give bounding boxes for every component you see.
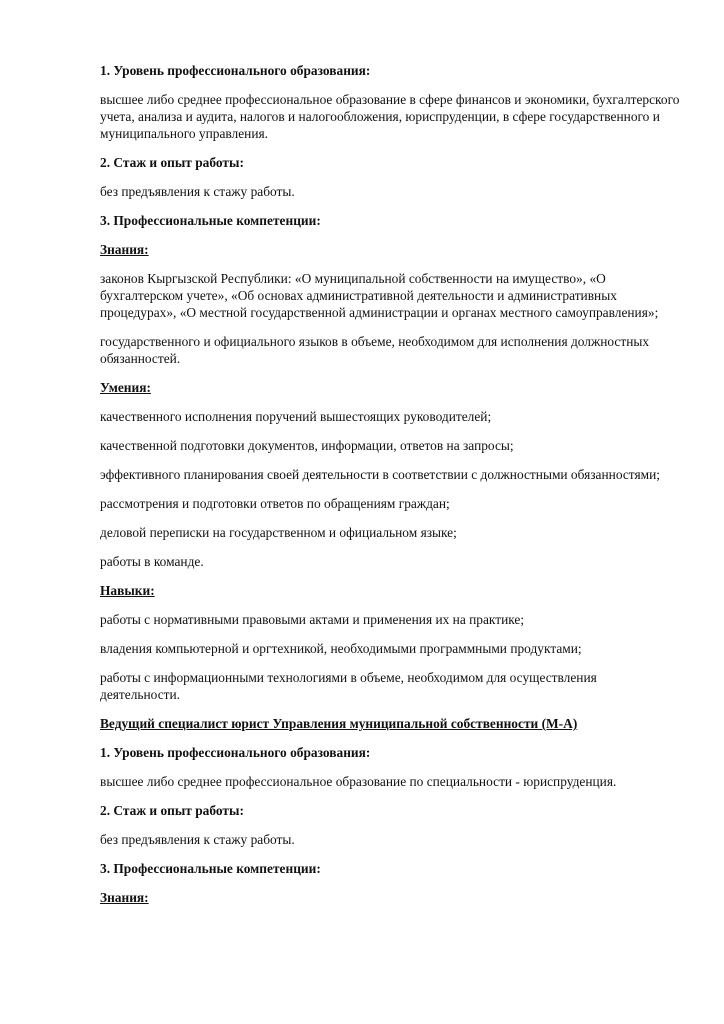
paragraph-skill-item: деловой переписки на государственном и официальном языке; — [100, 525, 457, 540]
section-heading-competencies: 3. Профессиональные компетенции: — [100, 213, 321, 228]
subheading-abilities: Навыки: — [100, 583, 155, 598]
paragraph-knowledge-laws: законов Кыргызской Республики: «О муниципальной собственности на имущество», «О бухгалтерском учете», «Об основах административной деятельности и административных процедурах», «О местной государственной администрации и органах местного самоуправления»; — [100, 271, 659, 320]
paragraph-skill-item: эффективного планирования своей деятельности в соответствии с должностными обязанностями; — [100, 467, 660, 482]
paragraph-skill-item: работы в команде. — [100, 554, 204, 569]
paragraph-ability-item: работы с нормативными правовыми актами и применения их на практике; — [100, 612, 525, 627]
paragraph-skill-item: рассмотрения и подготовки ответов по обращениям граждан; — [100, 496, 450, 511]
section-heading-education-2: 1. Уровень профессионального образования: — [100, 745, 371, 760]
section-heading-experience-2: 2. Стаж и опыт работы: — [100, 803, 244, 818]
paragraph-experience-requirement: без предъявления к стажу работы. — [100, 184, 295, 199]
section-heading-education: 1. Уровень профессионального образования: — [100, 63, 371, 78]
paragraph-knowledge-languages: государственного и официального языков в объеме, необходимом для исполнения должностных обязанностей. — [100, 334, 650, 366]
subheading-knowledge-2: Знания: — [100, 890, 149, 905]
section-heading-competencies-2: 3. Профессиональные компетенции: — [100, 861, 321, 876]
paragraph-education-requirement: высшее либо среднее профессиональное образование в сфере финансов и экономики, бухгалтерского учета, анализа и аудита, налогов и налогообложения, юриспруденции, в сфере государственного и муниципального управления. — [100, 92, 680, 141]
section-heading-experience: 2. Стаж и опыт работы: — [100, 155, 244, 170]
paragraph-ability-item: работы с информационными технологиями в объеме, необходимом для осуществления деятельности. — [100, 670, 597, 702]
subheading-knowledge: Знания: — [100, 242, 149, 257]
subheading-skills: Умения: — [100, 380, 151, 395]
paragraph-experience-requirement-2: без предъявления к стажу работы. — [100, 832, 295, 847]
paragraph-skill-item: качественного исполнения поручений вышестоящих руководителей; — [100, 409, 492, 424]
paragraph-education-requirement-2: высшее либо среднее профессиональное образование по специальности - юриспруденция. — [100, 774, 617, 789]
paragraph-ability-item: владения компьютерной и оргтехникой, необходимыми программными продуктами; — [100, 641, 582, 656]
document-page — [100, 62, 680, 918]
position-title: Ведущий специалист юрист Управления муниципальной собственности (М-А) — [100, 716, 578, 731]
paragraph-skill-item: качественной подготовки документов, информации, ответов на запросы; — [100, 438, 514, 453]
